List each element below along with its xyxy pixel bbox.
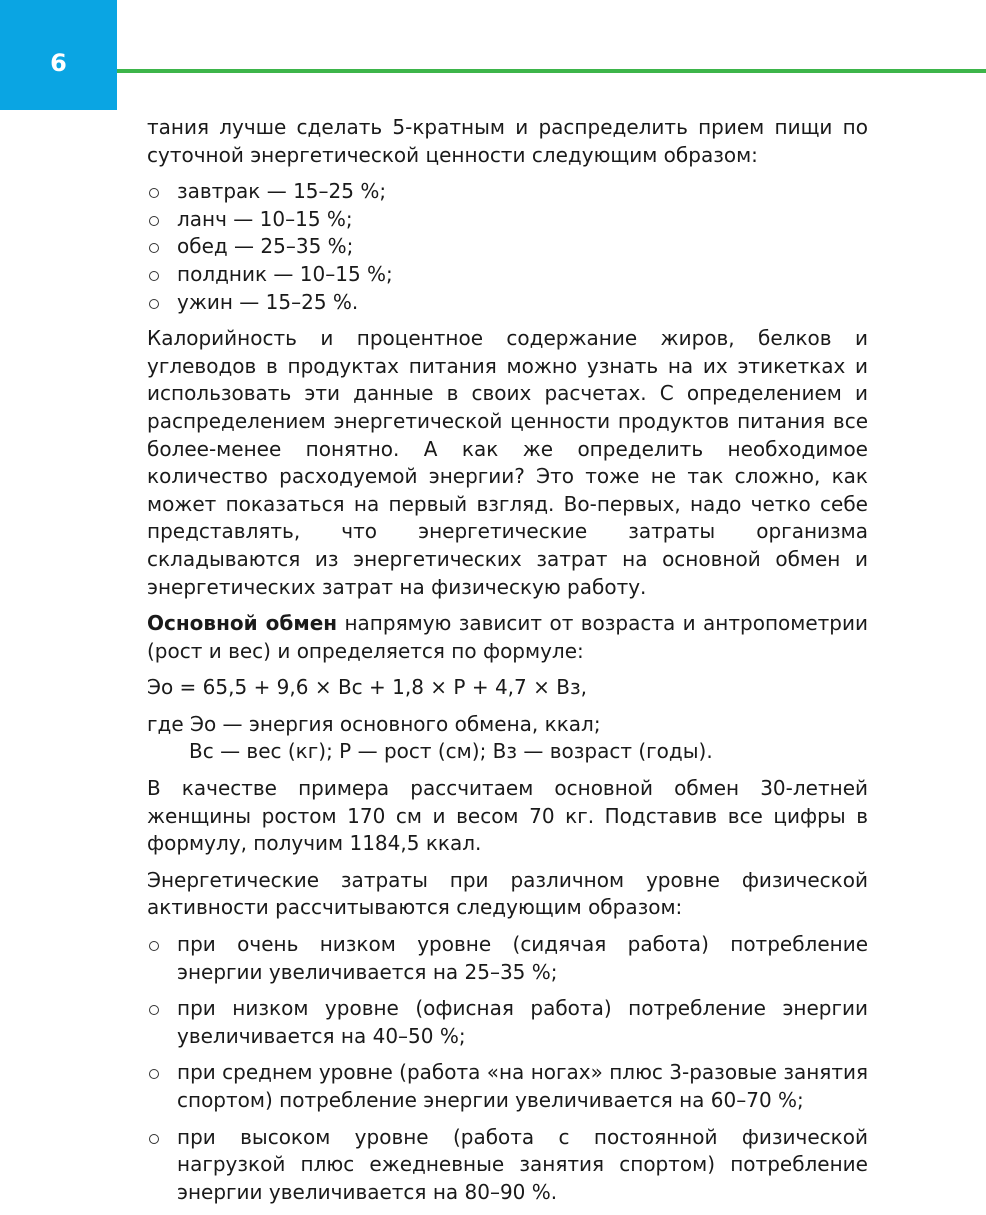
list-item: ужин — 15–25 %. bbox=[147, 289, 868, 317]
circle-bullet-icon bbox=[149, 299, 159, 309]
example-paragraph: В качестве примера рассчитаем основной обмен 30-летней женщины ростом 170 см и весом 70 кг. Подставив все цифры в формулу, получим 1184,5 ккал. bbox=[147, 776, 868, 856]
list-item: при среднем уровне (работа «на ногах» плюс 3-разовые занятия спортом) потребление энергии увеличивается на 60–70 %; bbox=[147, 1059, 868, 1114]
page-number: 6 bbox=[50, 49, 67, 77]
activity-list bbox=[147, 931, 868, 1206]
calories-paragraph: Калорийность и процентное содержание жиров, белков и углеводов в продуктах питания можно узнать на их этикетках и использовать эти данные в своих расчетах. С определением и распределением энергетической ценности продуктов питания все более-менее понятно. А как же определить необходимое количество расходуемой энергии? Это тоже не так сложно, как может показаться на первый взгляд. Во-первых, надо четко себе представлять, что энергетические затраты организма складываются из энергетических затрат на основной обмен и энергетических затрат на физическую работу. bbox=[147, 326, 868, 599]
basal-text: напрямую зависит от возраста и антропометрии (рост и вес) и определяется по формуле: bbox=[147, 611, 868, 663]
meal-list bbox=[147, 178, 868, 316]
circle-bullet-icon bbox=[149, 1005, 159, 1015]
legend-line-2: Вс — вес (кг); Р — рост (см); Вз — возраст (годы). bbox=[189, 739, 713, 764]
legend-line-1: где Эо — энергия основного обмена, ккал; bbox=[147, 711, 601, 736]
formula-legend bbox=[147, 711, 868, 766]
circle-bullet-icon bbox=[149, 243, 159, 253]
circle-bullet-icon bbox=[149, 271, 159, 281]
page-content bbox=[147, 114, 868, 1215]
circle-bullet-icon bbox=[149, 188, 159, 198]
list-item: завтрак — 15–25 %; bbox=[147, 178, 868, 206]
page-number-tab bbox=[0, 0, 117, 110]
circle-bullet-icon bbox=[149, 216, 159, 226]
list-item: при высоком уровне (работа с постоянной физической нагрузкой плюс ежедневные занятия спортом) потребление энергии увеличивается на 80–90 %. bbox=[147, 1124, 868, 1207]
activity-paragraph: Энергетические затраты при различном уровне физической активности рассчитываются следующим образом: bbox=[147, 867, 868, 920]
list-item: при низком уровне (офисная работа) потребление энергии увеличивается на 40–50 %; bbox=[147, 995, 868, 1050]
basal-paragraph bbox=[147, 610, 868, 665]
list-item: полдник — 10–15 %; bbox=[147, 261, 868, 289]
intro-paragraph: тания лучше сделать 5-кратным и распределить прием пищи по суточной энергетической ценности следующим образом: bbox=[147, 115, 868, 167]
formula: Эо = 65,5 + 9,6 × Вс + 1,8 × Р + 4,7 × Вз, bbox=[147, 675, 587, 700]
list-item: при очень низком уровне (сидячая работа) потребление энергии увеличивается на 25–35 %; bbox=[147, 931, 868, 986]
circle-bullet-icon bbox=[149, 1134, 159, 1144]
header-rule bbox=[117, 69, 986, 73]
basal-term: Основной обмен bbox=[147, 611, 338, 636]
list-item: обед — 25–35 %; bbox=[147, 233, 868, 261]
list-item: ланч — 10–15 %; bbox=[147, 206, 868, 234]
circle-bullet-icon bbox=[149, 1069, 159, 1079]
circle-bullet-icon bbox=[149, 941, 159, 951]
